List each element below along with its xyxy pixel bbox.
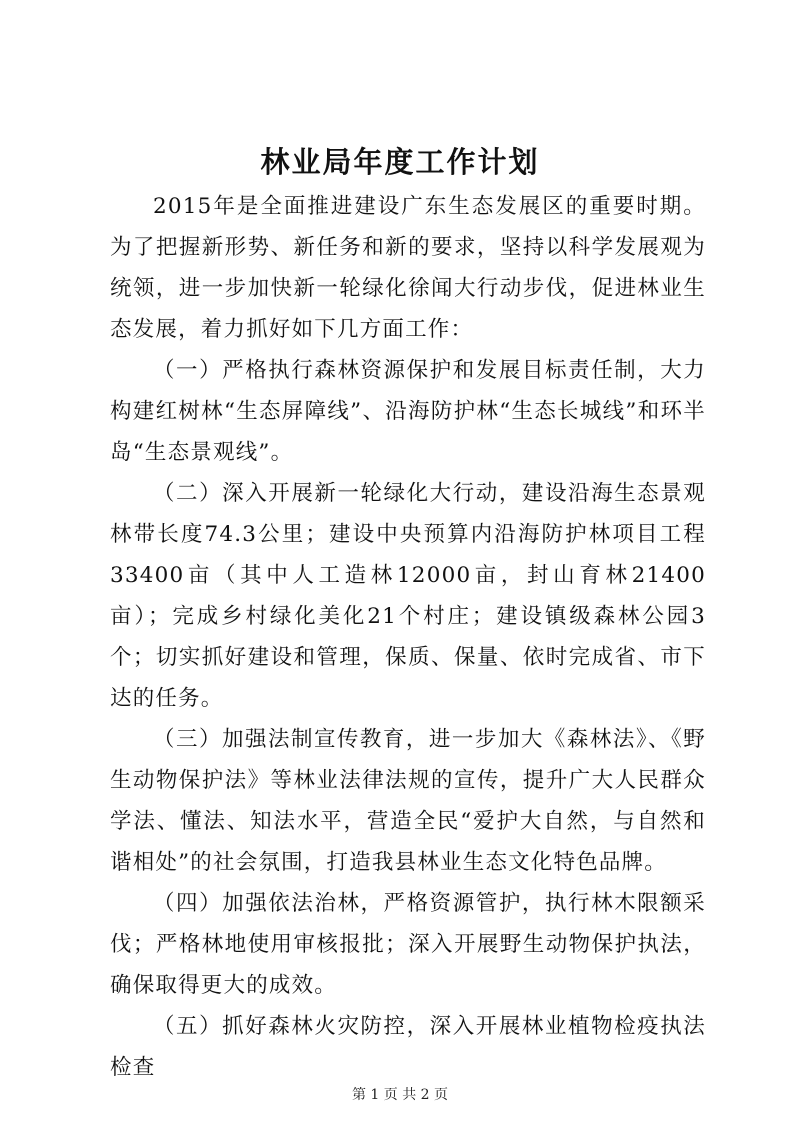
page-footer: 第 1 页 共 2 页 (351, 1087, 449, 1103)
paragraph-intro: 2015年是全面推进建设广东生态发展区的重要时期。为了把握新形势、新任务和新的要求，坚持以科学发展观为统领，进一步加快新一轮绿化徐闻大行动步伐，促进林业生态发展，着力抓好如下几方面工作： (110, 194, 706, 342)
paragraph-item-2: （二）深入开展新一轮绿化大行动，建设沿海生态景观林带长度74.3公里；建设中央预算内沿海防护林项目工程33400亩（其中人工造林12000亩，封山育林21400亩）；完成乡村绿化美化21个村庄；建设镇级森林公园3个；切实抓好建设和管理，保质、保量、依时完成省、市下达的任务。 (110, 481, 706, 711)
document-body (110, 186, 706, 1088)
paragraph-item-5: （五）抓好森林火灾防控，深入开展林业植物检疫执法检查 (110, 1014, 706, 1080)
paragraph-item-1: （一）严格执行森林资源保护和发展目标责任制，大力构建红树林“生态屏障线”、沿海防护林“生态长城线”和环半岛“生态景观线”。 (110, 358, 706, 465)
paragraph-item-4: （四）加强依法治林，严格资源管护，执行林木限额采伐；严格林地使用审核报批；深入开展野生动物保护执法，确保取得更大的成效。 (110, 891, 706, 998)
document-title: 林业局年度工作计划 (260, 145, 540, 179)
paragraph-item-3: （三）加强法制宣传教育，进一步加大《森林法》、《野生动物保护法》等林业法律法规的宣传，提升广大人民群众学法、懂法、知法水平，营造全民“爱护大自然，与自然和谐相处”的社会氛围，打造我县林业生态文化特色品牌。 (110, 727, 706, 875)
